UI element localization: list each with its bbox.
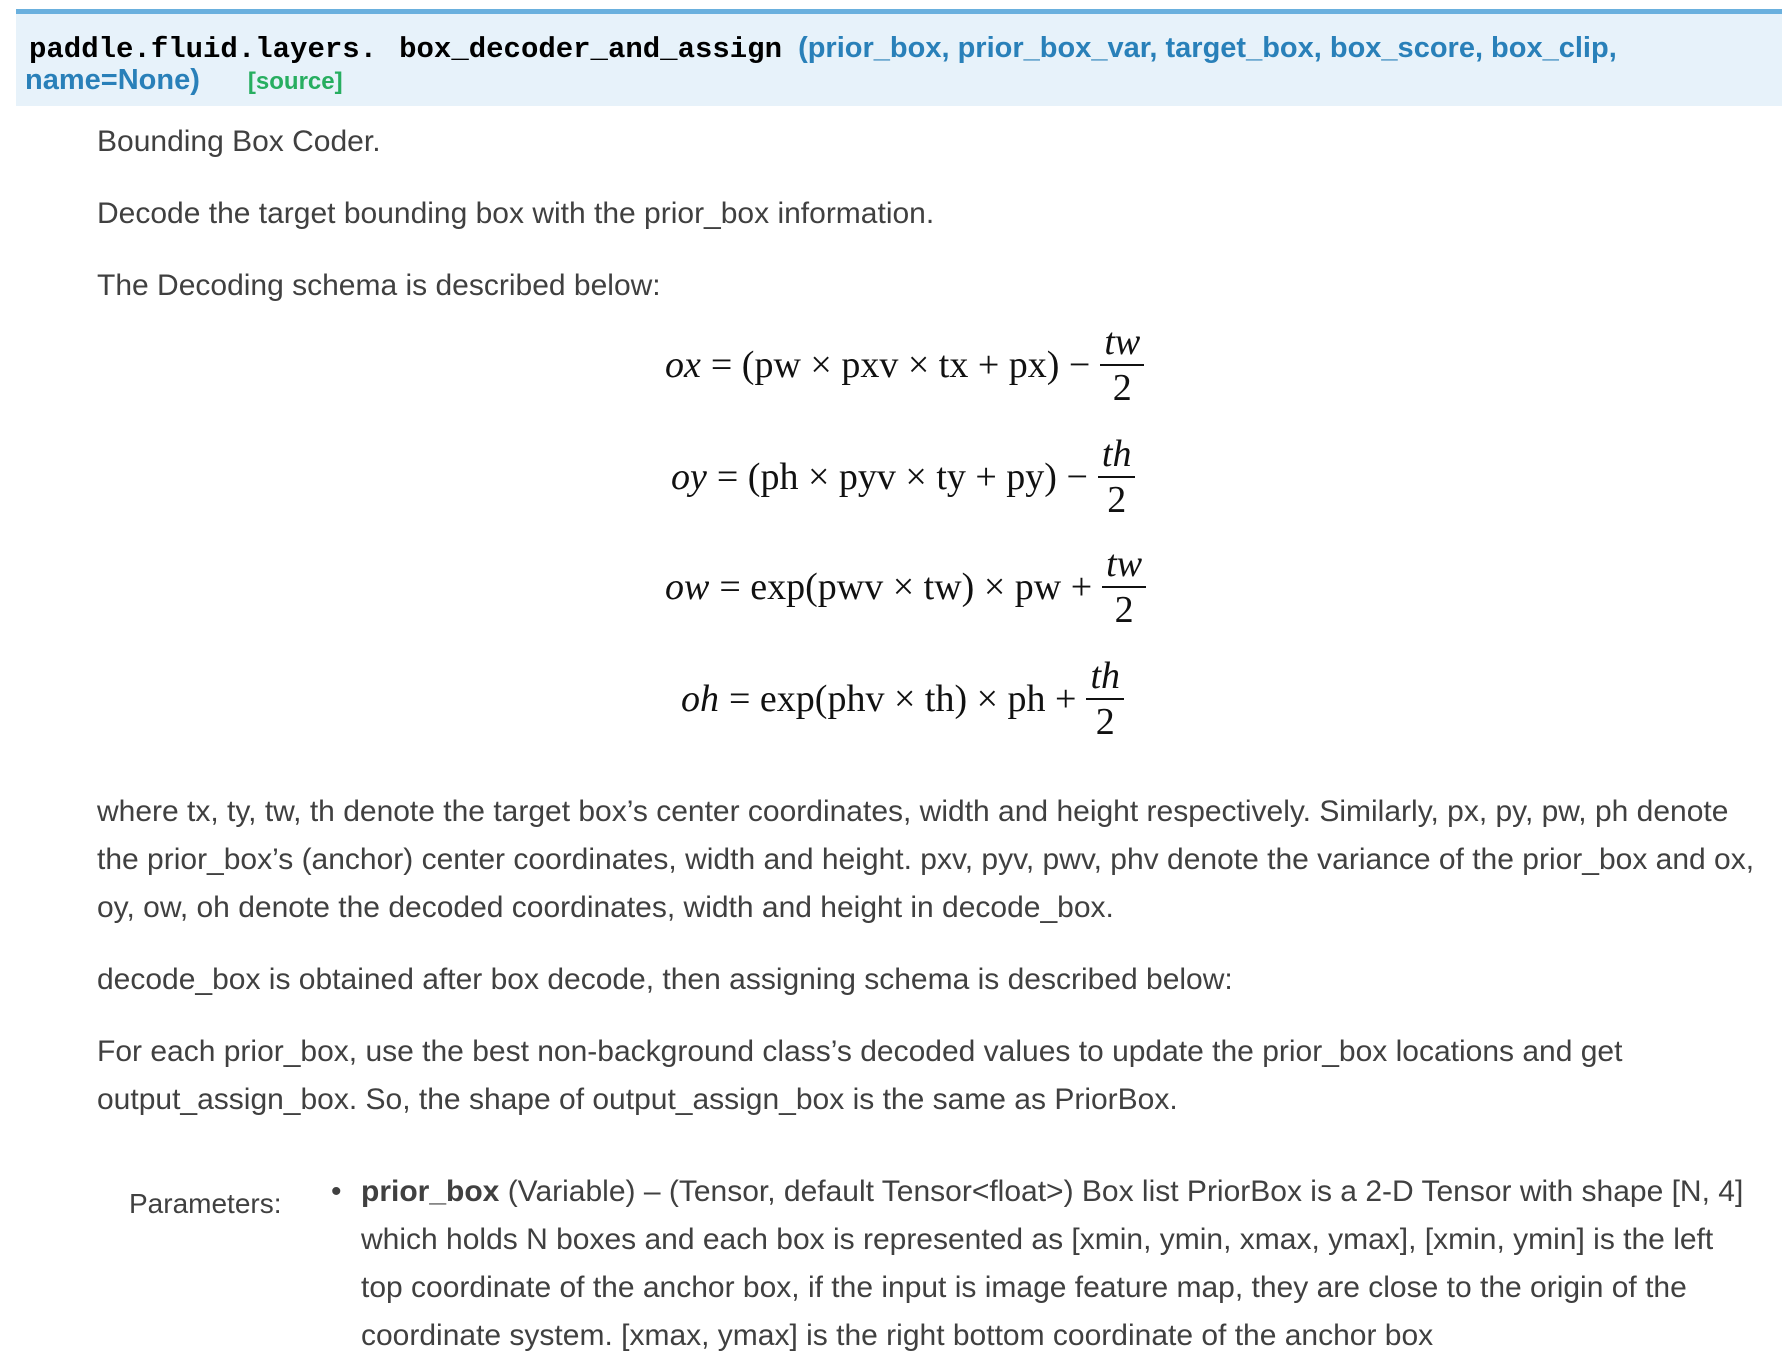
equation-rhs: = exp(pwv × tw) × pw + bbox=[719, 566, 1093, 608]
equation-rhs: = (pw × pxv × tx + px) − bbox=[710, 344, 1091, 386]
signature-params-line-2: name=None) bbox=[25, 64, 200, 96]
equation-fraction bbox=[1098, 432, 1136, 522]
equation-rhs: = exp(phv × th) × ph + bbox=[729, 678, 1077, 720]
bullet-icon: • bbox=[331, 1175, 342, 1208]
equation-lhs: ow bbox=[665, 566, 710, 608]
paragraph-schema: The Decoding schema is described below: bbox=[97, 269, 661, 302]
fraction-numerator: tw bbox=[1106, 543, 1143, 585]
list-item bbox=[331, 1168, 1751, 1360]
fraction-numerator: th bbox=[1101, 433, 1132, 475]
paragraph-assign: decode_box is obtained after box decode, then assigning schema is described below: bbox=[97, 963, 1233, 996]
parameters-label: Parameters: bbox=[129, 1188, 282, 1219]
fraction-denominator: 2 bbox=[1107, 479, 1127, 521]
paragraph-decode: Decode the target bounding box with the prior_box information. bbox=[97, 197, 935, 230]
equation-ow bbox=[665, 542, 1146, 632]
param-description: (Variable) – (Tensor, default Tensor<float>) Box list PriorBox is a 2-D Tensor with shape [N, 4] which holds N boxes and each box is represented as [xmin, ymin, xmax, ymax], [xmin, ymin] is the left top coordinate of the anchor box, if the input is image feature map, they are close to the origin of the coordinate system. [xmax, ymax] is the right bottom coordinate of the anchor box bbox=[361, 1175, 1744, 1352]
equation-fraction bbox=[1100, 320, 1144, 410]
equation-block bbox=[97, 320, 1757, 760]
source-link[interactable]: [source] bbox=[247, 68, 343, 95]
equation-fraction bbox=[1086, 654, 1124, 744]
equation-rhs: = (ph × pyv × ty + py) − bbox=[716, 456, 1088, 498]
equation-ox bbox=[665, 320, 1144, 410]
function-signature bbox=[16, 9, 1782, 106]
fraction-denominator: 2 bbox=[1112, 367, 1132, 409]
description-body bbox=[97, 118, 1757, 1148]
signature-params-line-1: (prior_box, prior_box_var, target_box, box_score, box_clip, bbox=[798, 32, 1617, 64]
fraction-numerator: th bbox=[1090, 655, 1121, 697]
paragraph-output: For each prior_box, use the best non-background class’s decoded values to update the prior_box locations and get output_assign_box. So, the shape of output_assign_box is the same as PriorBox. bbox=[97, 1035, 1623, 1116]
fraction-denominator: 2 bbox=[1114, 589, 1134, 631]
parameters-list bbox=[331, 1168, 1751, 1360]
equation-fraction bbox=[1102, 542, 1146, 632]
paragraph-intro: Bounding Box Coder. bbox=[97, 125, 381, 158]
module-path: paddle.fluid.layers. bbox=[29, 33, 378, 66]
equation-oy bbox=[671, 432, 1135, 522]
equation-oh bbox=[681, 654, 1124, 744]
equation-lhs: oh bbox=[681, 678, 719, 720]
param-name: prior_box bbox=[361, 1175, 500, 1208]
fraction-denominator: 2 bbox=[1095, 701, 1115, 743]
paragraph-notation: where tx, ty, tw, th denote the target box’s center coordinates, width and height respectively. Similarly, px, py, pw, ph denote the prior_box’s (anchor) center coordinates, width and height. pxv, pyv, pwv, phv denote the variance of the prior_box and ox, oy, ow, oh denote the decoded coordinates, width and height in decode_box. bbox=[97, 795, 1755, 924]
fraction-numerator: tw bbox=[1104, 321, 1141, 363]
equation-lhs: ox bbox=[665, 344, 701, 386]
equation-lhs: oy bbox=[671, 456, 707, 498]
function-name: box_decoder_and_assign bbox=[399, 33, 782, 66]
